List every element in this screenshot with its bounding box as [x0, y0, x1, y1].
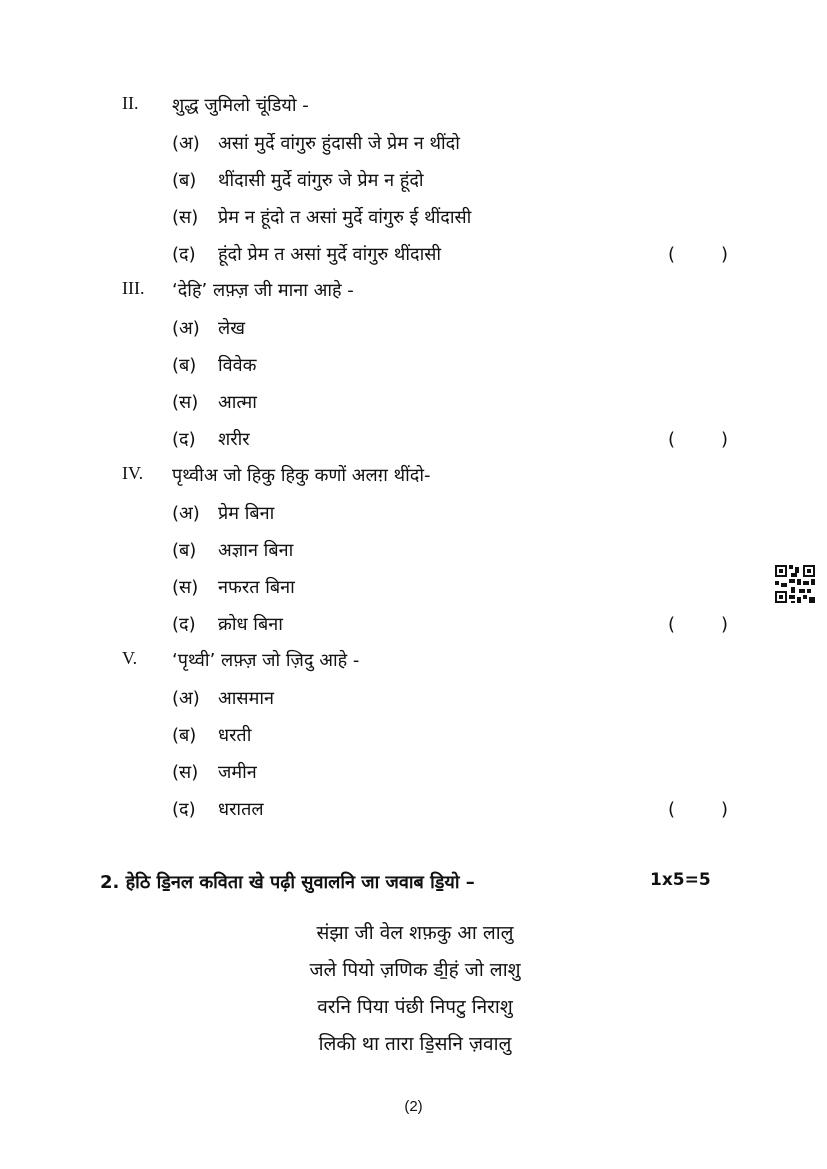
option: [172, 131, 460, 155]
option: [172, 205, 471, 229]
option-text: हूंदो प्रेम त असां मुर्दे वांगुरु थींदासी: [218, 244, 442, 265]
option-label: (द): [172, 799, 196, 820]
option-label: (अ): [172, 503, 200, 524]
option-text: आत्मा: [218, 392, 257, 413]
option: [172, 390, 257, 414]
question-number: IV.: [122, 463, 144, 483]
option-text: क्रोध बिना: [218, 614, 283, 635]
page-number: (2): [404, 1098, 423, 1115]
option: [172, 723, 251, 747]
option-label: (स): [172, 762, 199, 783]
option: [172, 612, 283, 636]
option-text: धरती: [218, 725, 252, 746]
option-label: (स): [172, 207, 199, 228]
question-text: ‘पृथ्वी’ लफ़्ज़ जो ज़िदु आहे -: [172, 650, 360, 671]
option-text: विवेक: [218, 355, 257, 376]
poem-line: जले पियो ज़णिक डी॒हं जो लाशु: [309, 959, 521, 981]
option-text: थींदासी मुर्दे वांगुरु जे प्रेम न हूंदो: [218, 170, 424, 191]
option: [172, 501, 274, 525]
option-label: (स): [172, 577, 199, 598]
option-label: (ब): [172, 355, 197, 376]
question-number: III.: [122, 278, 145, 298]
option-label: (द): [172, 614, 196, 635]
question-text: शुद्ध जुमिलो चूंडियो -: [172, 95, 309, 116]
option: [172, 168, 424, 192]
option-label: (ब): [172, 725, 197, 746]
answer-box: ( ): [668, 244, 728, 265]
option: [172, 797, 264, 821]
option-text: अज्ञान बिना: [218, 540, 294, 561]
option-text: प्रेम बिना: [218, 503, 275, 524]
option-text: शरीर: [218, 429, 250, 450]
option-label: (द): [172, 429, 196, 450]
question-text: पृथ्वीअ जो हिकु हिकु कणों अलग़ थींदो-: [172, 465, 431, 486]
option-text: प्रेम न हूंदो त असां मुर्दे वांगुरु ई थींदासी: [218, 207, 472, 228]
poem-line: वरनि पिया पंछी निपटु निराशु: [317, 996, 513, 1018]
poem-line: संझा जी वेल शफ़कु आ लालु: [316, 922, 514, 944]
marks-label: 1x5=5: [650, 870, 711, 890]
question-text: ‘देहि’ लफ़्ज़ जी माना आहे -: [172, 280, 354, 301]
option: [172, 686, 274, 710]
answer-box: ( ): [668, 799, 728, 820]
option-label: (द): [172, 244, 196, 265]
answer-box: ( ): [668, 614, 728, 635]
option-text: नफरत बिना: [218, 577, 295, 598]
answer-box: ( ): [668, 429, 728, 450]
option-label: (ब): [172, 540, 197, 561]
option: [172, 353, 257, 377]
option-label: (ब): [172, 170, 197, 191]
option-label: (स): [172, 392, 199, 413]
question-number: II.: [122, 93, 139, 113]
option-text: असां मुर्दे वांगुरु हुंदासी जे प्रेम न थींदो: [218, 133, 460, 154]
option: [172, 427, 250, 451]
option: [172, 242, 441, 266]
qr-code-icon: [775, 565, 815, 603]
option: [172, 760, 257, 784]
option-label: (अ): [172, 688, 200, 709]
option-text: लेख: [218, 318, 245, 339]
option: [172, 316, 245, 340]
option-label: (अ): [172, 318, 200, 339]
option-text: जमीन: [218, 762, 257, 783]
poem-line: लिकी था तारा डि॒सनि ज़वालु: [318, 1033, 512, 1055]
option: [172, 538, 293, 562]
question-number: V.: [122, 648, 138, 668]
option: [172, 575, 295, 599]
option-text: धरातल: [218, 799, 264, 820]
option-text: आसमान: [218, 688, 274, 709]
option-label: (अ): [172, 133, 200, 154]
section-heading: 2. हेठि डि॒नल कविता खे पढ़ी सुवालनि जा जवाब डि॒यो –: [100, 872, 475, 893]
